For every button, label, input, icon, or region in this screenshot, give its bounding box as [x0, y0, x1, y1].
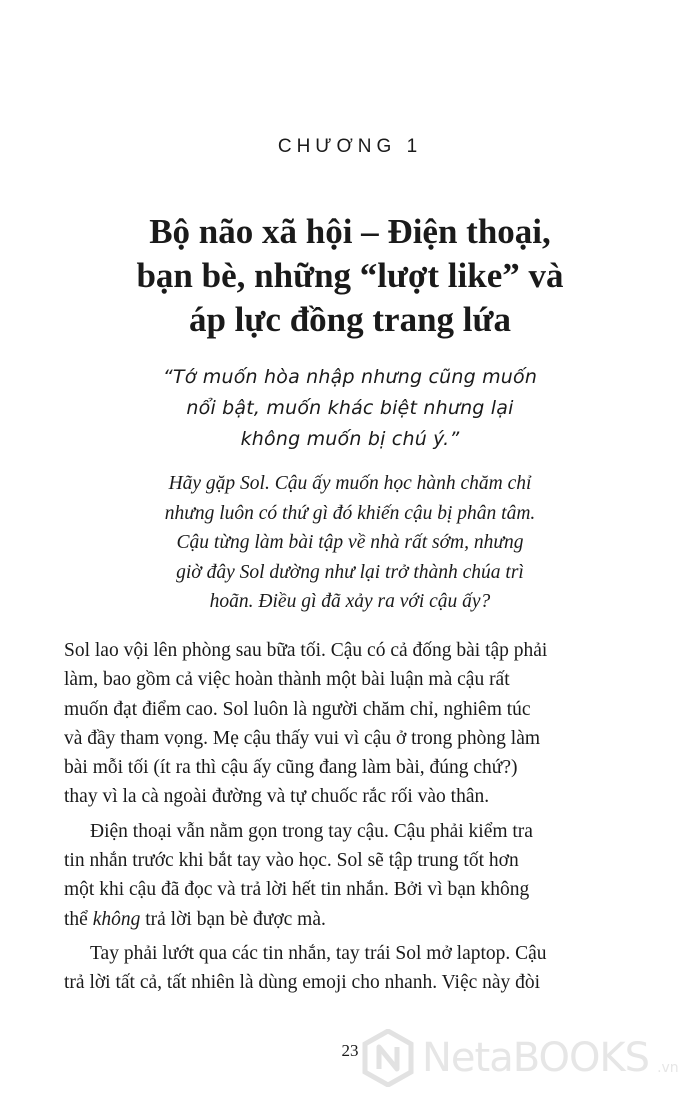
intro-line: giờ đây Sol dường như lại trở thành chúa trì [176, 561, 524, 583]
text-line: Điện thoại vẫn nằm gọn trong tay cậu. Cậu phải kiểm tra [90, 820, 533, 842]
intro-line: Cậu từng làm bài tập về nhà rất sớm, nhưng [176, 532, 524, 553]
chapter-title-line: bạn bè, những “lượt like” và [136, 256, 564, 295]
text-line: thay vì la cà ngoài đường và tự chuốc rắc rối vào thân. [64, 786, 490, 808]
epigraph-line: “Tớ muốn hòa nhập nhưng cũng muốn [162, 366, 538, 388]
text-line: trả lời tất cả, tất nhiên là dùng emoji cho nhanh. Việc này đòi [64, 972, 541, 994]
text-line: Tay phải lướt qua các tin nhắn, tay trái Sol mở laptop. Cậu [90, 942, 547, 964]
text-line [64, 905, 658, 934]
text-line: bài mỗi tối (ít ra thì cậu ấy cũng đang làm bài, đúng chứ?) [64, 757, 518, 779]
text-line: làm, bao gồm cả việc hoàn thành một bài luận mà cậu rất [64, 669, 510, 691]
body-text [64, 636, 658, 998]
watermark-suffix: .vn [657, 1060, 679, 1076]
paragraph-3 [64, 939, 658, 998]
watermark [362, 1028, 679, 1088]
intro-line: hoãn. Điều gì đã xảy ra với cậu ấy? [209, 591, 491, 612]
paragraph-1 [64, 636, 658, 812]
chapter-title [40, 210, 660, 342]
text-line: một khi cậu đã đọc và trả lời hết tin nhắn. Bởi vì bạn không [64, 879, 530, 901]
watermark-text: NetaBOOKS [422, 1035, 650, 1081]
text-line: Sol lao vội lên phòng sau bữa tối. Cậu có cả đống bài tập phải [64, 640, 548, 661]
chapter-title-line: Bộ não xã hội – Điện thoại, [149, 212, 551, 251]
paragraph-2 [64, 817, 658, 934]
intro-line: Hãy gặp Sol. Cậu ấy muốn học hành chăm chỉ [168, 473, 532, 494]
n-hexagon-logo-icon [362, 1029, 414, 1087]
text-line: và đầy tham vọng. Mẹ cậu thấy vui vì cậu ở trong phòng làm [64, 727, 541, 749]
intro-line: nhưng luôn có thứ gì đó khiến cậu bị phân tâm. [164, 502, 536, 524]
text-line: tin nhắn trước khi bắt tay vào học. Sol sẽ tập trung tốt hơn [64, 850, 519, 872]
emphasis-word: không [92, 908, 141, 930]
text-segment: trả lời bạn bè được mà. [140, 908, 326, 930]
text-segment: thể [64, 908, 93, 930]
chapter-title-line: áp lực đồng trang lứa [188, 300, 512, 339]
chapter-heading: CHƯƠNG 1 [277, 136, 423, 157]
intro-paragraph [100, 469, 600, 617]
epigraph-line: không muốn bị chú ý.” [240, 428, 460, 450]
page-number: 23 [341, 1041, 359, 1060]
text-line: muốn đạt điểm cao. Sol luôn là người chăm chỉ, nghiêm túc [64, 698, 531, 720]
epigraph-quote [90, 362, 610, 455]
epigraph-line: nổi bật, muốn khác biệt nhưng lại [186, 397, 514, 419]
